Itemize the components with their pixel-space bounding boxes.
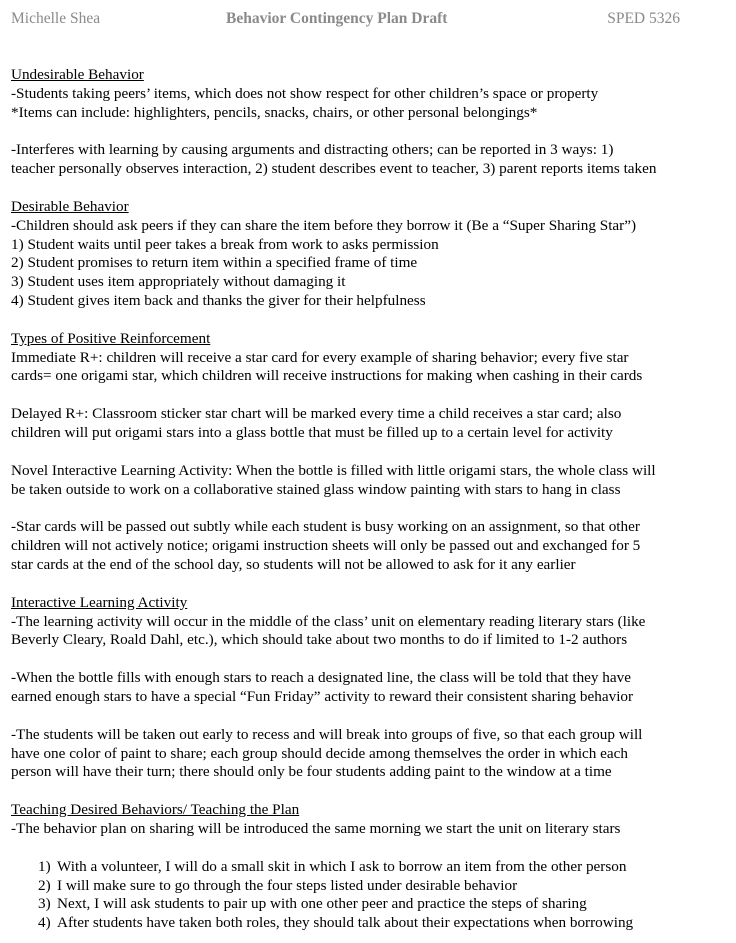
list-item: 3) Student uses item appropriately without damaging it <box>11 273 346 291</box>
list-number: 3) <box>38 895 51 913</box>
text-line: cards= one origami star, which children will receive instructions for making when cashing in their cards <box>11 367 643 385</box>
text-line: -The behavior plan on sharing will be introduced the same morning we start the unit on literary stars <box>11 819 621 837</box>
section-heading: Interactive Learning Activity <box>11 593 188 611</box>
list-item <box>11 914 733 933</box>
list-text: Next, I will ask students to pair up with one other peer and practice the steps of sharing <box>57 895 587 913</box>
text-line: -Star cards will be passed out subtly while each student is busy working on an assignment, so that other <box>11 518 640 536</box>
text-line: -Interferes with learning by causing arguments and distracting others; can be reported in 3 ways: 1) <box>11 141 614 159</box>
teaching-plan-section <box>11 801 733 933</box>
text-line: star cards at the end of the school day, so students will not be allowed to ask for it any earlier <box>11 555 576 573</box>
list-text: I will make sure to go through the four steps listed under desirable behavior <box>57 876 518 894</box>
document-body <box>11 66 733 933</box>
text-line: -The students will be taken out early to recess and will break into groups of five, so that each group will <box>11 725 643 743</box>
text-line: Beverly Cleary, Roald Dahl, etc.), which should take about two months to do if limited to 1-2 authors <box>11 631 628 649</box>
text-line: be taken outside to work on a collaborative stained glass window painting with stars to hang in class <box>11 480 621 498</box>
list-item <box>11 877 733 896</box>
course-code: SPED 5326 <box>607 10 680 27</box>
section-heading: Desirable Behavior <box>11 197 129 215</box>
section-heading: Undesirable Behavior <box>11 66 144 83</box>
list-item: 4) Student gives item back and thanks the giver for their helpfulness <box>11 291 426 309</box>
section-heading: Types of Positive Reinforcement <box>11 329 211 347</box>
list-number: 4) <box>38 914 51 932</box>
list-text: After students have taken both roles, they should talk about their expectations when borrowing <box>57 914 634 932</box>
list-item <box>11 858 733 877</box>
text-line: *Items can include: highlighters, pencils, snacks, chairs, or other personal belongings* <box>11 103 538 121</box>
list-text: With a volunteer, I will do a small skit in which I ask to borrow an item from the other person <box>57 857 627 875</box>
list-item <box>11 895 733 914</box>
text-line: have one color of paint to share; each group should decide among themselves the order in which each <box>11 744 628 762</box>
list-number: 2) <box>38 876 51 894</box>
list-item: 2) Student promises to return item within a specified frame of time <box>11 254 418 272</box>
undesirable-behavior-section <box>11 66 733 179</box>
text-line: teacher personally observes interaction, 2) student describes event to teacher, 3) parent reports items taken <box>11 160 657 178</box>
teaching-steps-list <box>11 858 733 933</box>
desirable-behavior-section <box>11 198 733 311</box>
author-name: Michelle Shea <box>11 10 101 27</box>
text-line: Novel Interactive Learning Activity: When the bottle is filled with little origami stars, the whole class will <box>11 461 656 479</box>
positive-reinforcement-section <box>11 330 733 575</box>
text-line: -The learning activity will occur in the middle of the class’ unit on elementary reading literary stars (like <box>11 612 646 630</box>
text-line: children will not actively notice; origami instruction sheets will only be passed out and exchanged for 5 <box>11 537 641 555</box>
document-title: Behavior Contingency Plan Draft <box>226 10 448 27</box>
list-number: 1) <box>38 857 51 875</box>
text-line: person will have their turn; there should only be four students adding paint to the window at a time <box>11 763 612 781</box>
text-line: -Children should ask peers if they can share the item before they borrow it (Be a “Super Sharing Star”) <box>11 216 637 234</box>
section-heading: Teaching Desired Behaviors/ Teaching the Plan <box>11 801 300 819</box>
text-line: -Students taking peers’ items, which does not show respect for other children’s space or property <box>11 84 599 102</box>
text-line: Immediate R+: children will receive a star card for every example of sharing behavior; every five star <box>11 348 629 366</box>
list-item: 1) Student waits until peer takes a break from work to asks permission <box>11 235 439 253</box>
text-line: Delayed R+: Classroom sticker star chart will be marked every time a child receives a star card; also <box>11 405 622 423</box>
text-line: -When the bottle fills with enough stars to reach a designated line, the class will be told that they have <box>11 669 631 687</box>
interactive-learning-activity-section <box>11 594 733 782</box>
text-line: earned enough stars to have a special “Fun Friday” activity to reward their consistent sharing behavior <box>11 687 634 705</box>
page-header <box>11 10 680 32</box>
text-line: children will put origami stars into a glass bottle that must be filled up to a certain level for activity <box>11 423 613 441</box>
